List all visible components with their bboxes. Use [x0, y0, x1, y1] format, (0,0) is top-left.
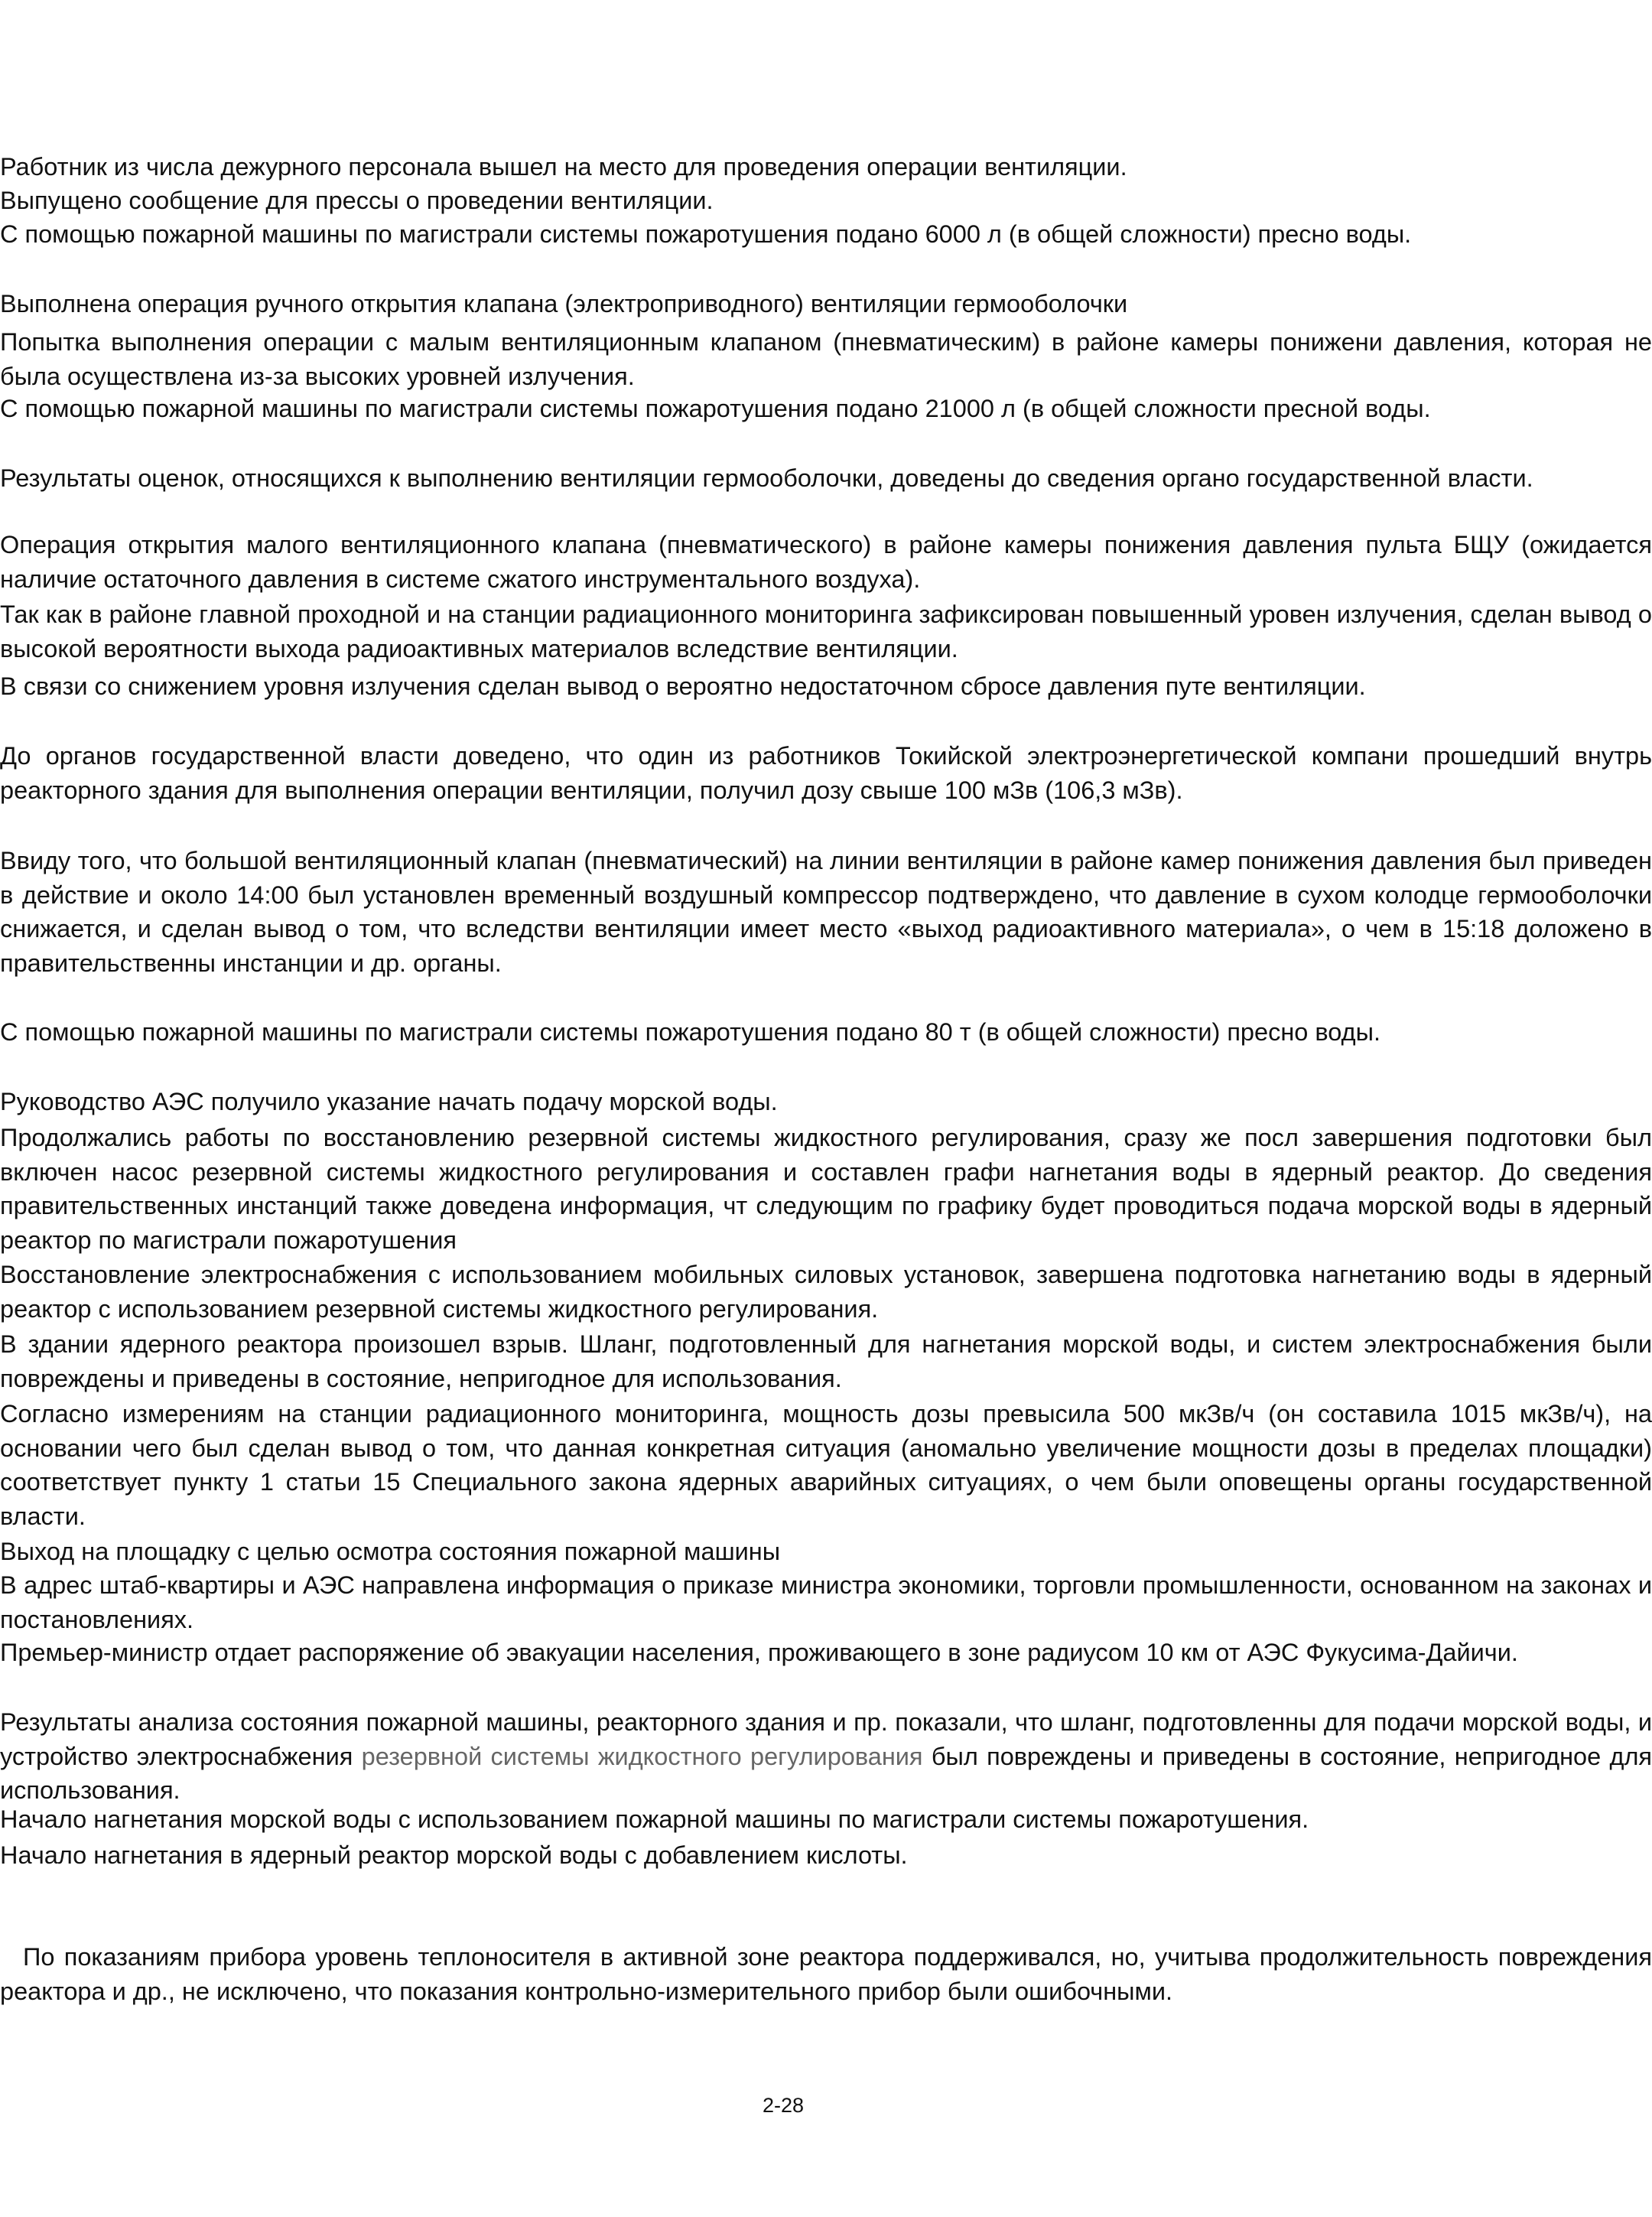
event-entry: Результаты оценок, относящихся к выполнению вентиляции гермооболочки, доведены до сведения органо государственной власти.	[0, 464, 1533, 492]
page-number: 2-28	[762, 2094, 805, 2117]
event-entry: Руководство АЭС получило указание начать подачу морской воды.	[0, 1088, 778, 1115]
event-entry: Согласно измерениям на станции радиационного мониторинга, мощность дозы превысила 500 мкЗв/ч (он составила 1015 мкЗв/ч), на основании чего был сделан вывод о том, что данная конкретная ситуация (аномально увеличение мощности дозы в пределах площадки) соответствует пункту 1 статьи 15 Специального закона ядерных аварийных ситуациях, о чем были оповещены органы государственной власти.	[0, 1400, 1652, 1530]
event-entry: С помощью пожарной машины по магистрали системы пожаротушения подано 6000 л (в общей сложности) пресно воды.	[0, 220, 1412, 248]
event-entry: Выпущено сообщение для прессы о проведении вентиляции.	[0, 187, 714, 214]
event-entry: Операция открытия малого вентиляционного клапана (пневматического) в районе камеры понижения давления пульта БЩУ (ожидается наличие остаточного давления в системе сжатого инструментального воздуха).	[0, 531, 1652, 593]
event-entry: Начало нагнетания в ядерный реактор морской воды с добавлением кислоты.	[0, 1841, 908, 1869]
event-entry: С помощью пожарной машины по магистрали системы пожаротушения подано 80 т (в общей сложности) пресно воды.	[0, 1018, 1380, 1046]
highlighted-phrase: резервной системы жидкостного регулирования	[361, 1742, 923, 1770]
event-entry: Начало нагнетания морской воды с использованием пожарной машины по магистрали системы пожаротушения.	[0, 1805, 1309, 1833]
footnote-paragraph: По показаниям прибора уровень теплоносителя в активной зоне реактора поддерживался, но, учитыва продолжительность повреждения реактора и др., не исключено, что показания контрольно-измерительного прибор были ошибочными.	[0, 1943, 1652, 2005]
event-entry: Так как в районе главной проходной и на станции радиационного мониторинга зафиксирован повышенный уровен излучения, сделан вывод о высокой вероятности выхода радиоактивных материалов вследствие вентиляции.	[0, 601, 1652, 662]
event-entry: Работник из числа дежурного персонала вышел на место для проведения операции вентиляции.	[0, 153, 1127, 181]
event-entry: Выполнена операция ручного открытия клапана (электроприводного) вентиляции гермооболочки	[0, 290, 1128, 317]
event-entry: В связи со снижением уровня излучения сделан вывод о вероятно недостаточном сбросе давления путе вентиляции.	[0, 672, 1366, 700]
event-entry: Продолжались работы по восстановлению резервной системы жидкостного регулирования, сразу же посл завершения подготовки был включен насос резервной системы жидкостного регулирования и составлен графи нагнетания воды в ядерный реактор. До сведения правительственных инстанций также доведена информация, чт следующим по графику будет проводиться подача морской воды в ядерный реактор по магистрали пожаротушения	[0, 1124, 1652, 1254]
event-entry: В здании ядерного реактора произошел взрыв. Шланг, подготовленный для нагнетания морской воды, и систем электроснабжения были повреждены и приведены в состояние, непригодное для использования.	[0, 1330, 1652, 1392]
event-entry: В адрес штаб-квартиры и АЭС направлена информация о приказе министра экономики, торговли промышленности, основанном на законах и постановлениях.	[0, 1571, 1652, 1633]
event-entry-text: был повреждены и приведены в состояние, непригодное для использования.	[0, 1742, 1652, 1805]
event-entry: С помощью пожарной машины по магистрали системы пожаротушения подано 21000 л (в общей сложности пресной воды.	[0, 395, 1431, 422]
event-entry: Восстановление электроснабжения с использованием мобильных силовых установок, завершена подготовка нагнетанию воды в ядерный реактор с использованием резервной системы жидкостного регулирования.	[0, 1261, 1652, 1323]
event-entry: Выход на площадку с целью осмотра состояния пожарной машины	[0, 1538, 781, 1565]
event-entry	[0, 1705, 1652, 1808]
event-entry: Попытка выполнения операции с малым вентиляционным клапаном (пневматическим) в районе камеры понижени давления, которая не была осуществлена из-за высоких уровней излучения.	[0, 328, 1652, 390]
event-entry: Ввиду того, что большой вентиляционный клапан (пневматический) на линии вентиляции в районе камер понижения давления был приведен в действие и около 14:00 был установлен временный воздушный компрессор подтверждено, что давление в сухом колодце гермооболочки снижается, и сделан вывод о том, что вследстви вентиляции имеет место «выход радиоактивного материала», о чем в 15:18 доложено в правительственны инстанции и др. органы.	[0, 847, 1652, 977]
event-entry: До органов государственной власти доведено, что один из работников Токийской электроэнергетической компани прошедший внутрь реакторного здания для выполнения операции вентиляции, получил дозу свыше 100 мЗв (106,3 мЗв).	[0, 742, 1652, 804]
event-entry: Премьер-министр отдает распоряжение об эвакуации населения, проживающего в зоне радиусом 10 км от АЭС Фукусима-Дайичи.	[0, 1639, 1518, 1666]
event-entry-text: Результаты анализа состояния пожарной машины, реакторного здания и пр. показали, что шланг, подготовленны для подачи морской воды, и устройство электроснабжения	[0, 1708, 1652, 1770]
